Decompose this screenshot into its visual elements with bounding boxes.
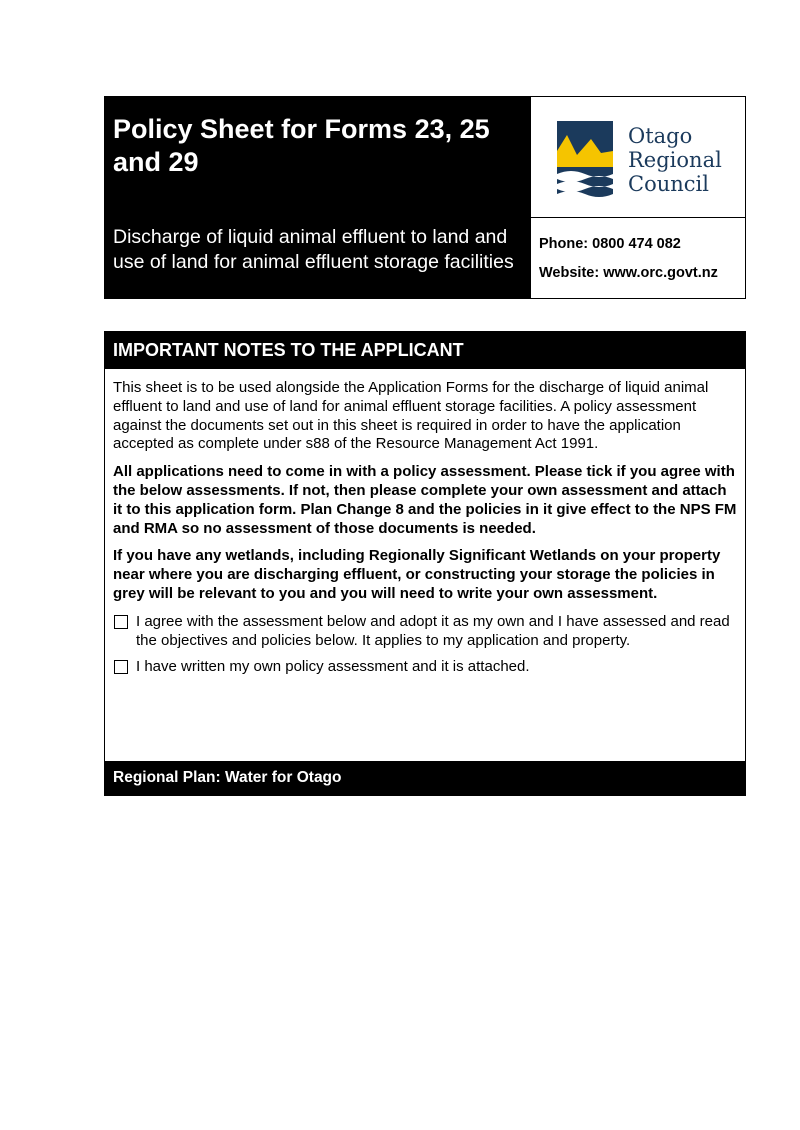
logo-line-1: Otago — [628, 124, 693, 148]
notes-paragraph-intro: This sheet is to be used alongside the Application Forms for the discharge of liquid animal effluent to land and use of land for animal effluent storage facilities. A policy assessment against the documents set out in this sheet is required in order to have the application accepted as complete under s88 of the Resource Management Act 1991. — [113, 379, 709, 453]
logo-line-3: Council — [628, 172, 709, 196]
otago-mountains-water-logo-icon — [557, 121, 613, 199]
logo-line-2: Regional — [628, 148, 722, 172]
notes-heading: IMPORTANT NOTES TO THE APPLICANT — [105, 332, 745, 369]
contact-details — [539, 230, 718, 288]
page-title: Policy Sheet for Forms 23, 25 and 29 — [113, 114, 490, 177]
agree-assessment-option[interactable] — [113, 613, 737, 651]
logo-wordmark — [628, 124, 722, 196]
logo — [531, 97, 745, 218]
own-assessment-checkbox[interactable] — [114, 660, 128, 674]
notes-body — [113, 379, 737, 685]
page-subtitle: Discharge of liquid animal effluent to land and use of land for animal effluent storage facilities — [113, 226, 514, 273]
own-assessment-option[interactable] — [113, 658, 737, 677]
info-panel — [531, 97, 745, 298]
notes-paragraph-assessment: All applications need to come in with a policy assessment. Please tick if you agree with the below assessments. If not, then please complete your own assessment and attach it to this application form. Plan Change 8 and the policies in it give effect to the NPS FM and RMA so no assessment of those documents is needed. — [113, 463, 737, 537]
important-notes-section — [104, 331, 746, 796]
regional-plan-heading: Regional Plan: Water for Otago — [105, 761, 745, 795]
notes-paragraph-wetlands: If you have any wetlands, including Regionally Significant Wetlands on your property near where you are discharging effluent, or constructing your storage the policies in grey will be relevant to you and you will need to write your own assessment. — [113, 547, 721, 602]
title-panel — [105, 97, 531, 298]
phone-number: Phone: 0800 474 082 — [539, 236, 681, 252]
agree-assessment-checkbox[interactable] — [114, 615, 128, 629]
header-block — [104, 96, 746, 299]
own-assessment-label: I have written my own policy assessment and it is attached. — [136, 658, 530, 676]
website-link[interactable]: Website: www.orc.govt.nz — [539, 265, 718, 281]
agree-assessment-label: I agree with the assessment below and adopt it as my own and I have assessed and read the objectives and policies below. It applies to my application and property. — [136, 612, 730, 649]
